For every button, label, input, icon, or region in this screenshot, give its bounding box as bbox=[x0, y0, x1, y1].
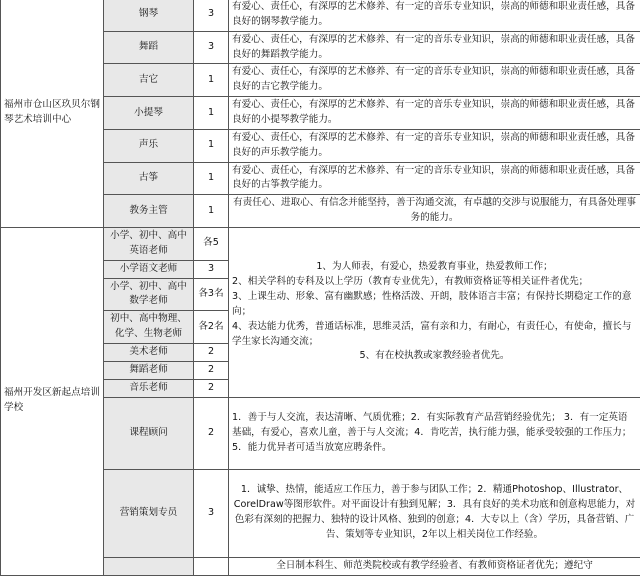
count-cell: 1 bbox=[194, 129, 229, 162]
teacher-requirement-line: 1、为人师表，有爱心，热爱教育事业，热爱教师工作； bbox=[232, 260, 637, 275]
table-row bbox=[1, 0, 640, 31]
org-name-music: 福州市仓山区玖贝尔钢琴艺术培训中心 bbox=[1, 0, 104, 228]
requirement-cell: 有爱心、责任心，有深厚的艺术修养、有一定的音乐专业知识，崇高的师德和职业责任感，具备良好的舞蹈教学能力。 bbox=[229, 31, 640, 64]
position-cell: 初中、高中物理、化学、生物老师 bbox=[104, 311, 194, 344]
position-cell: 美术老师 bbox=[104, 344, 194, 362]
count-cell: 各5 bbox=[194, 228, 229, 261]
position-cell: 古筝 bbox=[104, 162, 194, 195]
count-cell: 3 bbox=[194, 31, 229, 64]
count-cell: 2 bbox=[194, 379, 229, 397]
teacher-requirement-line: 3、上课生动、形象、富有幽默感；性格活泼、开朗，肢体语言丰富；有保持长期稳定工作的意向； bbox=[232, 290, 637, 320]
teacher-requirement-line: 2、相关学科的专科及以上学历（教育专业优先），有教师资格证等相关证件者优先； bbox=[232, 275, 637, 290]
position-cell: 钢琴 bbox=[104, 0, 194, 31]
position-cell: 吉它 bbox=[104, 64, 194, 97]
position-cell: 课程顾问 bbox=[104, 397, 194, 469]
org-name-school: 福州开发区新起点培训学校 bbox=[1, 228, 104, 576]
count-cell: 3 bbox=[194, 469, 229, 557]
position-cell bbox=[104, 557, 194, 575]
requirement-cell: 1．诚挚、热情，能适应工作压力，善于参与团队工作；2．精通Photoshop、Illustrator、CorelDraw等图形软件。对平面设计有独到见解；3．具有良好的美术功底和创意构思能力，对色彩有深刻的把握力、独特的设计风格、独到的创意；4．大专以上（含）学历，具备营销、广告、策划等专业知识，2年以上相关岗位工作经验。 bbox=[229, 469, 640, 557]
position-cell: 小提琴 bbox=[104, 97, 194, 130]
count-cell bbox=[194, 557, 229, 575]
requirement-cell: 1．善于与人交流，表达清晰、气质优雅；2．有实际教育产品营销经验优先； 3．有一定英语基础，有爱心，喜欢儿童，善于与人交流；4．肯吃苦，执行能力强，能承受较强的工作压力；5．能力优异者可适当放宽应聘条件。 bbox=[229, 397, 640, 469]
count-cell: 1 bbox=[194, 64, 229, 97]
requirement-cell: 有爱心、责任心，有深厚的艺术修养、有一定的音乐专业知识，崇高的师德和职业责任感，具备良好的吉它教学能力。 bbox=[229, 64, 640, 97]
teacher-requirements bbox=[229, 228, 640, 398]
count-cell: 各2名 bbox=[194, 311, 229, 344]
position-cell: 教务主管 bbox=[104, 195, 194, 228]
count-cell: 3 bbox=[194, 0, 229, 31]
requirement-cell: 有责任心、进取心、有信念并能坚持，善于沟通交流，有卓越的交涉与说服能力，有具备处理事务的能力。 bbox=[229, 195, 640, 228]
teacher-requirement-line: 4、表达能力优秀，普通话标准，思维灵活，富有亲和力，有耐心，有责任心，有使命，擅长与学生家长沟通交流； bbox=[232, 320, 637, 350]
requirement-cell: 有爱心、责任心，有深厚的艺术修养、有一定的音乐专业知识，崇高的师德和职业责任感，具备良好的钢琴教学能力。 bbox=[229, 0, 640, 31]
count-cell: 各3名 bbox=[194, 278, 229, 311]
count-cell: 3 bbox=[194, 260, 229, 278]
position-cell: 音乐老师 bbox=[104, 379, 194, 397]
requirement-cell: 全日制本科生、师范类院校或有教学经验者、有教师资格证者优先；遵纪守 bbox=[229, 557, 640, 575]
requirement-cell: 有爱心、责任心，有深厚的艺术修养、有一定的音乐专业知识，崇高的师德和职业责任感，具备良好的小提琴教学能力。 bbox=[229, 97, 640, 130]
count-cell: 1 bbox=[194, 195, 229, 228]
count-cell: 2 bbox=[194, 344, 229, 362]
requirement-cell: 有爱心、责任心，有深厚的艺术修养、有一定的音乐专业知识，崇高的师德和职业责任感，具备良好的古筝教学能力。 bbox=[229, 162, 640, 195]
position-cell: 小学、初中、高中英语老师 bbox=[104, 228, 194, 261]
position-cell: 小学语文老师 bbox=[104, 260, 194, 278]
count-cell: 2 bbox=[194, 397, 229, 469]
table-row bbox=[1, 228, 640, 261]
requirement-cell: 有爱心、责任心，有深厚的艺术修养、有一定的音乐专业知识，崇高的师德和职业责任感，具备良好的声乐教学能力。 bbox=[229, 129, 640, 162]
teacher-requirement-line: 5、有在校执教或家教经验者优先。 bbox=[232, 349, 637, 364]
position-cell: 小学、初中、高中数学老师 bbox=[104, 278, 194, 311]
count-cell: 2 bbox=[194, 361, 229, 379]
position-cell: 舞蹈 bbox=[104, 31, 194, 64]
count-cell: 1 bbox=[194, 97, 229, 130]
count-cell: 1 bbox=[194, 162, 229, 195]
position-cell: 营销策划专员 bbox=[104, 469, 194, 557]
position-cell: 声乐 bbox=[104, 129, 194, 162]
position-cell: 舞蹈老师 bbox=[104, 361, 194, 379]
